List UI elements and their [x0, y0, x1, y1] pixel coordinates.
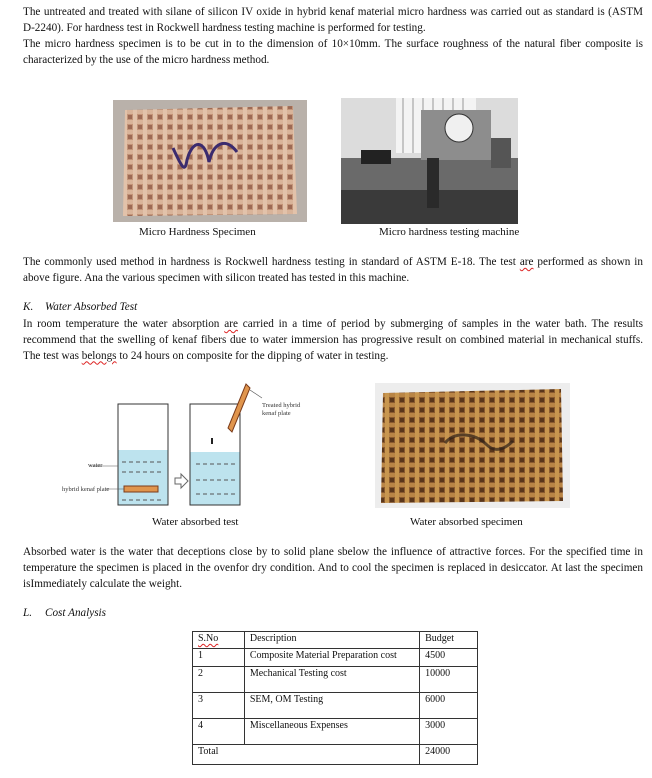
table-cell-sno: 4: [193, 719, 245, 745]
table-cell-sno: 1: [193, 649, 245, 667]
section-letter-l: L.: [23, 607, 33, 619]
intro-paragraph-2: The micro hardness specimen is to be cut in to the dimension of 10×10mm. The surface roughness of the natural fiber composite is characterized by the use of the micro hardness method.: [23, 38, 643, 66]
rockwell-grammar-flag: are: [519, 256, 534, 268]
table-cell-description: Composite Material Preparation cost: [244, 649, 419, 667]
table-cell-budget: 3000: [420, 719, 478, 745]
section-title-l: Cost Analysis: [45, 607, 107, 619]
table-row: [193, 667, 478, 693]
water-text-1: In room temperature the water absorption: [23, 318, 225, 330]
table-header-sno: S.No: [193, 632, 245, 649]
rockwell-paragraph: [23, 255, 643, 287]
cost-analysis-table: [192, 631, 478, 765]
figure-caption-specimen: Micro Hardness Specimen: [139, 226, 256, 238]
table-cell-budget: 4500: [420, 649, 478, 667]
table-cell-sno: 3: [193, 693, 245, 719]
diagram-label-treated-plate: Treated hybrid kenaf plate: [262, 402, 301, 417]
water-absorbed-diagram: [50, 380, 310, 515]
water-text-3: to 24 hours on composite for the dipping of water in testing.: [116, 349, 389, 362]
table-cell-budget: 6000: [420, 693, 478, 719]
table-total-value: 24000: [420, 745, 478, 765]
table-row: [193, 719, 478, 745]
table-cell-description: Mechanical Testing cost: [244, 667, 419, 693]
water-absorbed-specimen-photo: [375, 383, 570, 508]
figure-caption-water-specimen: Water absorbed specimen: [410, 516, 523, 528]
diagram-label-water: water: [88, 462, 103, 469]
table-header-budget: Budget: [420, 632, 478, 649]
table-row: [193, 649, 478, 667]
table-cell-description: SEM, OM Testing: [244, 693, 419, 719]
rockwell-text-1: The commonly used method in hardness is Rockwell hardness testing in standard of ASTM E-18. The test: [23, 256, 520, 268]
table-cell-description: Miscellaneous Expenses: [244, 719, 419, 745]
figure-caption-water-test: Water absorbed test: [152, 516, 239, 528]
absorbed-water-paragraph: Absorbed water is the water that deceptions close by to solid plane sbelow the influence of attractive forces. For the specified time in temperature the specimen is placed in the ovenfor dry condition. And to cool the specimen is replaced in desiccator. At last the specimen isImmediately calculate the weight.: [23, 546, 643, 590]
micro-hardness-machine-photo: [341, 98, 518, 224]
table-cell-sno: 2: [193, 667, 245, 693]
table-row: [193, 693, 478, 719]
water-absorption-paragraph: [23, 317, 643, 364]
rockwell-text-2: performed as shown in above figure. Ana the various specimen with silicon treated has tested in this machine.: [23, 256, 643, 284]
section-title-k: Water Absorbed Test: [45, 301, 138, 313]
water-grammar-flag-2: belongs: [81, 349, 117, 362]
water-text-2: carried in a time of period by submerging of samples in the water bath. The results recommend that the swelling of kenaf fibers due to water immersion has progressive result on combined material in mechanical stuffs. The test was: [23, 318, 643, 362]
table-cell-budget: 10000: [420, 667, 478, 693]
section-heading-cost-analysis: [23, 607, 106, 619]
intro-paragraph-1: The untreated and treated with silane of silicon IV oxide in hybrid kenaf material micro hardness was carried out as standard is (ASTM D-2240). For hardness test in Rockwell hardness testing machine is performed for testing.: [23, 6, 643, 34]
section-heading-water-absorbed: [23, 301, 137, 313]
micro-hardness-specimen-photo: [113, 100, 307, 222]
table-total-label: Total: [193, 745, 420, 765]
water-grammar-flag-1: are: [224, 318, 238, 330]
table-header-description: Description: [244, 632, 419, 649]
table-total-row: [193, 745, 478, 765]
section-letter-k: K.: [23, 301, 34, 313]
table-header-row: [193, 632, 478, 649]
diagram-label-kenaf-plate: hybrid kenaf plate: [62, 486, 110, 493]
figure-caption-machine: Micro hardness testing machine: [379, 226, 520, 238]
